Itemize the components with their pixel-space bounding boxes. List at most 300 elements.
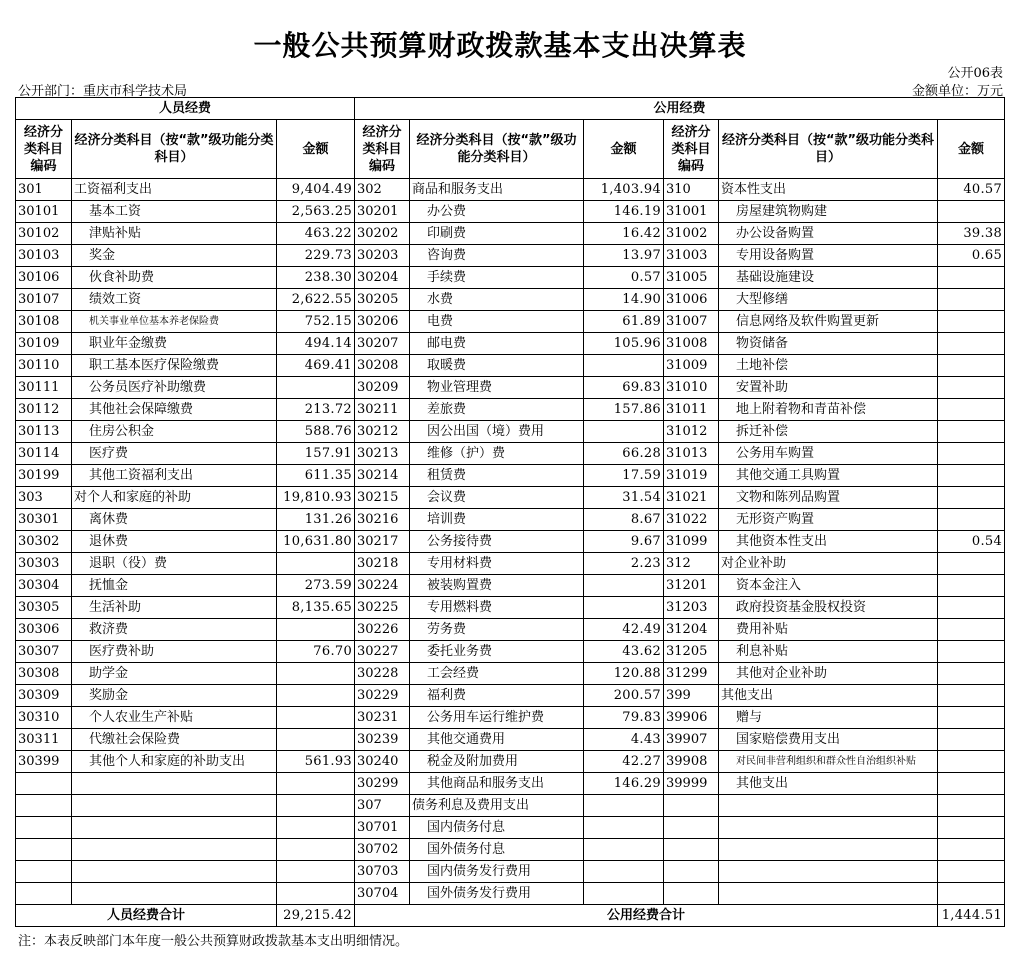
item-name: 咨询费 (410, 245, 584, 267)
item-amount (584, 355, 664, 377)
table-row (16, 289, 1005, 311)
table-row (16, 883, 1005, 905)
item-amount: 42.27 (584, 751, 664, 773)
table-row (16, 685, 1005, 707)
item-code: 30701 (355, 817, 410, 839)
item-name: 税金及附加费用 (410, 751, 584, 773)
column-header-name: 经济分类科目（按“款”级功能分类科目） (72, 120, 277, 179)
table-row (16, 311, 1005, 333)
item-amount: 31.54 (584, 487, 664, 509)
item-code: 39906 (664, 707, 719, 729)
item-code: 30211 (355, 399, 410, 421)
item-code: 31011 (664, 399, 719, 421)
item-amount (938, 751, 1005, 773)
item-code: 30302 (16, 531, 72, 553)
item-name (719, 817, 938, 839)
table-row (16, 641, 1005, 663)
item-amount (277, 707, 355, 729)
item-name: 会议费 (410, 487, 584, 509)
item-name (72, 883, 277, 905)
item-name: 印刷费 (410, 223, 584, 245)
item-amount: 238.30 (277, 267, 355, 289)
item-name (72, 773, 277, 795)
item-name: 奖金 (72, 245, 277, 267)
item-amount: 9.67 (584, 531, 664, 553)
item-code: 30111 (16, 377, 72, 399)
column-header-amount: 金额 (938, 120, 1005, 179)
item-name: 政府投资基金股权投资 (719, 597, 938, 619)
item-amount (938, 773, 1005, 795)
item-amount (938, 333, 1005, 355)
item-name (72, 839, 277, 861)
item-name: 地上附着物和青苗补偿 (719, 399, 938, 421)
item-code: 31010 (664, 377, 719, 399)
item-amount (938, 685, 1005, 707)
item-name: 其他交通工具购置 (719, 465, 938, 487)
item-code: 30240 (355, 751, 410, 773)
item-name: 基础设施建设 (719, 267, 938, 289)
table-row (16, 553, 1005, 575)
item-name: 物业管理费 (410, 377, 584, 399)
item-name: 医疗费 (72, 443, 277, 465)
item-name: 租赁费 (410, 465, 584, 487)
item-code: 30399 (16, 751, 72, 773)
item-amount (277, 729, 355, 751)
item-code: 30205 (355, 289, 410, 311)
item-amount (277, 663, 355, 685)
item-code: 30228 (355, 663, 410, 685)
item-name: 职业年金缴费 (72, 333, 277, 355)
item-amount: 469.41 (277, 355, 355, 377)
item-code: 30201 (355, 201, 410, 223)
table-row (16, 355, 1005, 377)
table-row (16, 531, 1005, 553)
item-code: 31012 (664, 421, 719, 443)
item-name: 公务接待费 (410, 531, 584, 553)
public-total-amount: 1,444.51 (938, 905, 1005, 927)
item-code: 30113 (16, 421, 72, 443)
item-amount (938, 377, 1005, 399)
item-code: 30310 (16, 707, 72, 729)
item-name: 专用设备购置 (719, 245, 938, 267)
item-code: 31006 (664, 289, 719, 311)
item-name: 专用材料费 (410, 553, 584, 575)
item-amount: 40.57 (938, 179, 1005, 201)
table-row (16, 861, 1005, 883)
item-code: 30206 (355, 311, 410, 333)
table-row (16, 443, 1005, 465)
item-name: 国家赔偿费用支出 (719, 729, 938, 751)
item-amount: 588.76 (277, 421, 355, 443)
item-amount (938, 707, 1005, 729)
item-code (664, 839, 719, 861)
table-row (16, 179, 1005, 201)
table-row (16, 267, 1005, 289)
item-name (72, 817, 277, 839)
item-name: 赠与 (719, 707, 938, 729)
item-code: 30311 (16, 729, 72, 751)
item-amount: 200.57 (584, 685, 664, 707)
item-amount: 2,563.25 (277, 201, 355, 223)
item-code: 31021 (664, 487, 719, 509)
item-amount: 8.67 (584, 509, 664, 531)
item-amount (938, 795, 1005, 817)
item-name (72, 795, 277, 817)
item-amount (938, 267, 1005, 289)
item-name: 文物和陈列品购置 (719, 487, 938, 509)
item-name: 商品和服务支出 (410, 179, 584, 201)
item-name: 公务用车购置 (719, 443, 938, 465)
item-code: 303 (16, 487, 72, 509)
item-code: 31204 (664, 619, 719, 641)
item-amount: 61.89 (584, 311, 664, 333)
item-name: 维修（护）费 (410, 443, 584, 465)
table-row (16, 663, 1005, 685)
item-amount (938, 663, 1005, 685)
item-name: 国内债务付息 (410, 817, 584, 839)
item-amount (938, 883, 1005, 905)
table-row (16, 597, 1005, 619)
item-name (719, 795, 938, 817)
column-header-code: 经济分类科目编码 (355, 120, 410, 179)
item-name: 医疗费补助 (72, 641, 277, 663)
item-amount (938, 839, 1005, 861)
item-name: 国内债务发行费用 (410, 861, 584, 883)
item-code: 31299 (664, 663, 719, 685)
item-amount: 146.29 (584, 773, 664, 795)
column-header-amount: 金额 (277, 120, 355, 179)
item-code: 31008 (664, 333, 719, 355)
column-header-code: 经济分类科目编码 (16, 120, 72, 179)
item-code: 31013 (664, 443, 719, 465)
item-code: 30218 (355, 553, 410, 575)
item-name (72, 861, 277, 883)
item-name: 对个人和家庭的补助 (72, 487, 277, 509)
item-name: 手续费 (410, 267, 584, 289)
table-row (16, 245, 1005, 267)
item-amount: 611.35 (277, 465, 355, 487)
item-amount (938, 487, 1005, 509)
item-amount (277, 795, 355, 817)
item-name: 机关事业单位基本养老保险费 (72, 311, 277, 333)
table-row (16, 575, 1005, 597)
expenditure-table (15, 97, 1005, 927)
item-code: 31003 (664, 245, 719, 267)
item-amount (938, 399, 1005, 421)
item-code: 30305 (16, 597, 72, 619)
item-code: 30702 (355, 839, 410, 861)
item-name: 退职（役）费 (72, 553, 277, 575)
table-row (16, 619, 1005, 641)
item-amount: 157.86 (584, 399, 664, 421)
item-name: 水费 (410, 289, 584, 311)
public-total-label: 公用经费合计 (355, 905, 938, 927)
item-amount: 4.43 (584, 729, 664, 751)
item-amount: 66.28 (584, 443, 664, 465)
item-name: 个人农业生产补贴 (72, 707, 277, 729)
item-amount (938, 311, 1005, 333)
item-name: 生活补助 (72, 597, 277, 619)
item-code: 30202 (355, 223, 410, 245)
item-amount (277, 377, 355, 399)
item-code: 30307 (16, 641, 72, 663)
item-code: 31007 (664, 311, 719, 333)
table-row (16, 377, 1005, 399)
table-body (16, 179, 1005, 905)
item-amount: 14.90 (584, 289, 664, 311)
item-code: 31099 (664, 531, 719, 553)
item-code: 31001 (664, 201, 719, 223)
item-amount: 19,810.93 (277, 487, 355, 509)
item-name: 职工基本医疗保险缴费 (72, 355, 277, 377)
column-header-row (16, 120, 1005, 179)
item-amount: 120.88 (584, 663, 664, 685)
table-row (16, 509, 1005, 531)
column-header-name: 经济分类科目（按“款”级功能分类科目） (719, 120, 938, 179)
item-amount: 0.54 (938, 531, 1005, 553)
item-code: 31203 (664, 597, 719, 619)
item-amount: 9,404.49 (277, 179, 355, 201)
item-amount: 494.14 (277, 333, 355, 355)
item-name: 物资储备 (719, 333, 938, 355)
item-name: 福利费 (410, 685, 584, 707)
table-row (16, 729, 1005, 751)
item-name (719, 839, 938, 861)
item-name: 资本性支出 (719, 179, 938, 201)
item-name: 委托业务费 (410, 641, 584, 663)
item-code: 30112 (16, 399, 72, 421)
item-code: 30212 (355, 421, 410, 443)
item-amount (938, 553, 1005, 575)
item-code (16, 861, 72, 883)
item-name: 办公费 (410, 201, 584, 223)
item-amount (938, 597, 1005, 619)
item-amount: 8,135.65 (277, 597, 355, 619)
item-name: 债务利息及费用支出 (410, 795, 584, 817)
item-amount: 131.26 (277, 509, 355, 531)
item-name: 离休费 (72, 509, 277, 531)
item-amount (938, 421, 1005, 443)
item-amount: 752.15 (277, 311, 355, 333)
item-code: 31019 (664, 465, 719, 487)
item-amount (584, 861, 664, 883)
item-amount (938, 861, 1005, 883)
table-row (16, 487, 1005, 509)
item-name: 电费 (410, 311, 584, 333)
item-code: 30308 (16, 663, 72, 685)
item-amount (938, 443, 1005, 465)
item-code: 39907 (664, 729, 719, 751)
item-code: 30215 (355, 487, 410, 509)
column-header-name: 经济分类科目（按“款”级功能分类科目） (410, 120, 584, 179)
personnel-total-amount: 29,215.42 (277, 905, 355, 927)
table-row (16, 465, 1005, 487)
item-amount: 273.59 (277, 575, 355, 597)
table-row (16, 333, 1005, 355)
item-amount (277, 839, 355, 861)
item-amount (584, 817, 664, 839)
item-name: 信息网络及软件购置更新 (719, 311, 938, 333)
table-row (16, 773, 1005, 795)
amount-unit-label: 金额单位：万元 (911, 84, 1003, 99)
item-name: 国外债务发行费用 (410, 883, 584, 905)
item-amount (277, 685, 355, 707)
table-row (16, 839, 1005, 861)
item-code: 30207 (355, 333, 410, 355)
item-name: 助学金 (72, 663, 277, 685)
item-name: 救济费 (72, 619, 277, 641)
item-amount (277, 619, 355, 641)
item-name: 公务用车运行维护费 (410, 707, 584, 729)
item-amount: 213.72 (277, 399, 355, 421)
item-name: 利息补贴 (719, 641, 938, 663)
item-code (664, 817, 719, 839)
public-section-header: 公用经费 (355, 98, 1005, 120)
item-code (16, 817, 72, 839)
item-code: 31205 (664, 641, 719, 663)
item-code (664, 883, 719, 905)
item-amount (938, 289, 1005, 311)
item-code: 30109 (16, 333, 72, 355)
item-code (16, 795, 72, 817)
item-name: 伙食补助费 (72, 267, 277, 289)
item-amount (938, 201, 1005, 223)
item-code: 30102 (16, 223, 72, 245)
item-name: 其他交通费用 (410, 729, 584, 751)
table-row (16, 223, 1005, 245)
item-amount: 16.42 (584, 223, 664, 245)
item-amount (277, 883, 355, 905)
item-code: 30208 (355, 355, 410, 377)
item-name: 对企业补助 (719, 553, 938, 575)
item-code: 30103 (16, 245, 72, 267)
item-name: 劳务费 (410, 619, 584, 641)
item-name: 拆迁补偿 (719, 421, 938, 443)
item-amount: 146.19 (584, 201, 664, 223)
item-code: 30110 (16, 355, 72, 377)
item-name: 办公设备购置 (719, 223, 938, 245)
item-code: 30239 (355, 729, 410, 751)
item-name: 房屋建筑物购建 (719, 201, 938, 223)
item-amount (277, 817, 355, 839)
item-code: 31005 (664, 267, 719, 289)
item-code: 310 (664, 179, 719, 201)
item-amount: 42.49 (584, 619, 664, 641)
item-amount: 43.62 (584, 641, 664, 663)
item-code: 30304 (16, 575, 72, 597)
item-code (16, 773, 72, 795)
column-header-amount: 金额 (584, 120, 664, 179)
item-code: 30199 (16, 465, 72, 487)
item-code: 301 (16, 179, 72, 201)
item-code: 30225 (355, 597, 410, 619)
item-name: 其他对企业补助 (719, 663, 938, 685)
item-name (719, 861, 938, 883)
item-code: 30704 (355, 883, 410, 905)
page-title: 一般公共预算财政拨款基本支出决算表 (253, 29, 747, 62)
item-amount (584, 597, 664, 619)
footnote: 注：本表反映部门本年度一般公共预算财政拨款基本支出明细情况。 (18, 934, 409, 949)
item-code: 30703 (355, 861, 410, 883)
item-amount (938, 355, 1005, 377)
item-name: 专用燃料费 (410, 597, 584, 619)
column-header-code: 经济分类科目编码 (664, 120, 719, 179)
table-row (16, 817, 1005, 839)
form-number: 公开06表 (947, 66, 1003, 81)
item-name: 奖励金 (72, 685, 277, 707)
item-code: 307 (355, 795, 410, 817)
item-name: 退休费 (72, 531, 277, 553)
item-amount (277, 773, 355, 795)
table-row (16, 751, 1005, 773)
item-name: 抚恤金 (72, 575, 277, 597)
table-row (16, 795, 1005, 817)
item-amount (584, 795, 664, 817)
item-amount: 69.83 (584, 377, 664, 399)
item-code: 30114 (16, 443, 72, 465)
item-code: 39999 (664, 773, 719, 795)
item-name: 培训费 (410, 509, 584, 531)
item-name: 津贴补贴 (72, 223, 277, 245)
item-code: 30204 (355, 267, 410, 289)
item-amount: 79.83 (584, 707, 664, 729)
item-name: 因公出国（境）费用 (410, 421, 584, 443)
item-code: 30226 (355, 619, 410, 641)
item-name: 工资福利支出 (72, 179, 277, 201)
item-amount: 76.70 (277, 641, 355, 663)
item-amount (938, 641, 1005, 663)
item-code: 31009 (664, 355, 719, 377)
item-name (719, 883, 938, 905)
item-code: 30209 (355, 377, 410, 399)
item-name: 资本金注入 (719, 575, 938, 597)
item-name: 绩效工资 (72, 289, 277, 311)
item-code: 30108 (16, 311, 72, 333)
item-amount (938, 509, 1005, 531)
item-name: 土地补偿 (719, 355, 938, 377)
item-amount: 1,403.94 (584, 179, 664, 201)
personnel-section-header: 人员经费 (16, 98, 355, 120)
item-amount (938, 575, 1005, 597)
item-code: 312 (664, 553, 719, 575)
item-code: 30231 (355, 707, 410, 729)
item-name: 其他工资福利支出 (72, 465, 277, 487)
item-amount (938, 817, 1005, 839)
item-name: 被装购置费 (410, 575, 584, 597)
item-name: 基本工资 (72, 201, 277, 223)
table-row (16, 399, 1005, 421)
item-name: 其他社会保障缴费 (72, 399, 277, 421)
table-row (16, 201, 1005, 223)
item-code: 30229 (355, 685, 410, 707)
item-code (664, 861, 719, 883)
item-name: 国外债务付息 (410, 839, 584, 861)
item-amount: 463.22 (277, 223, 355, 245)
item-amount: 0.65 (938, 245, 1005, 267)
item-code: 30214 (355, 465, 410, 487)
totals-row (16, 905, 1005, 927)
item-amount (938, 729, 1005, 751)
item-code: 30301 (16, 509, 72, 531)
item-amount: 561.93 (277, 751, 355, 773)
item-amount: 39.38 (938, 223, 1005, 245)
item-code: 31002 (664, 223, 719, 245)
item-code: 30224 (355, 575, 410, 597)
item-amount (277, 553, 355, 575)
item-amount: 2.23 (584, 553, 664, 575)
item-code: 30216 (355, 509, 410, 531)
item-code: 399 (664, 685, 719, 707)
